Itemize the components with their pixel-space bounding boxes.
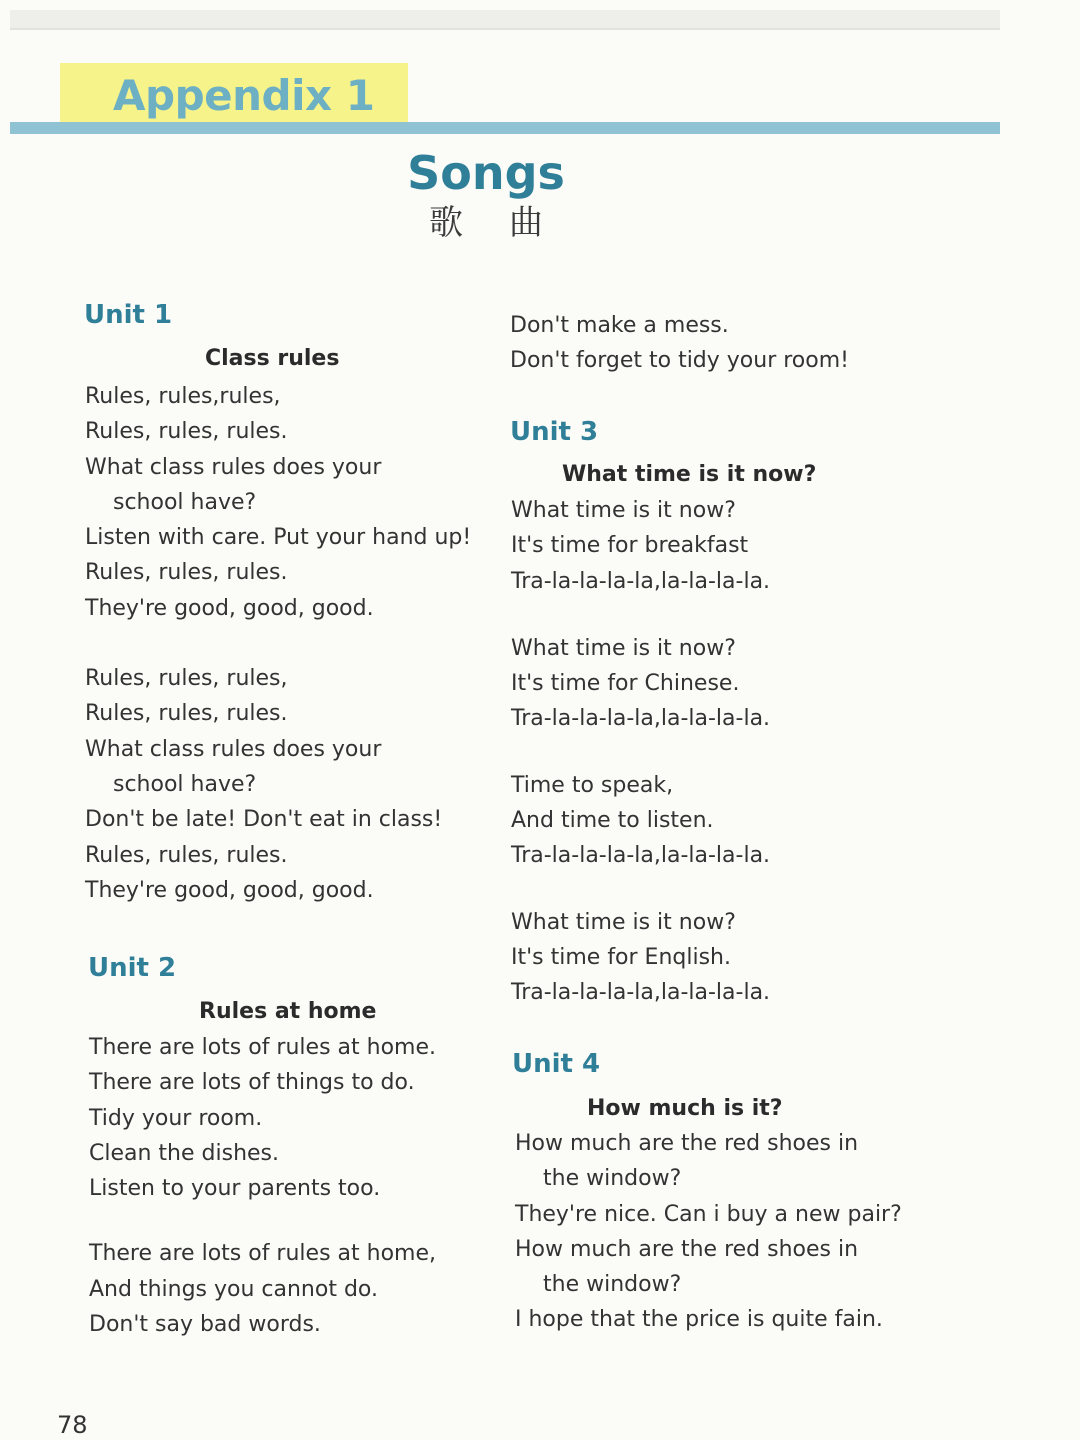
lyric-line: school have? — [113, 771, 257, 797]
lyric-line: What class rules does your — [85, 454, 382, 480]
lyric-line: There are lots of rules at home. — [89, 1035, 436, 1060]
unit4-heading: Unit 4 — [512, 1049, 601, 1079]
lyric-line: I hope that the price is quite fain. — [515, 1307, 883, 1333]
lyric-line: Clean the dishes. — [89, 1140, 279, 1166]
unit3-heading: Unit 3 — [510, 417, 599, 447]
unit4-song-title: How much is it? — [587, 1096, 783, 1121]
lyric-line: Time to speak, — [511, 772, 674, 798]
lyric-line: the window? — [543, 1272, 682, 1298]
unit3-song-title: What time is it now? — [562, 462, 817, 487]
lyric-line: How much are the red shoes in — [515, 1236, 859, 1262]
unit2-song-title: Rules at home — [199, 999, 377, 1024]
lyric-line: Rules, rules, rules. — [85, 419, 288, 445]
lyric-line: It's time for breakfast — [511, 533, 749, 559]
lyric-line: Don't make a mess. — [510, 313, 729, 338]
lyric-line: What class rules does your — [85, 736, 382, 762]
unit2-lyrics-continued — [510, 308, 849, 379]
lyric-line: Tra-la-la-la-la,la-la-la-la. — [511, 706, 771, 732]
lyric-line: They're good, good, good. — [85, 877, 374, 903]
lyric-line: Tra-la-la-la-la,la-la-la-la. — [511, 980, 771, 1006]
lyric-line: What time is it now? — [511, 498, 736, 523]
lyric-line: How much are the red shoes in — [515, 1131, 859, 1156]
appendix-title: Appendix 1 — [113, 71, 375, 120]
header-bar — [10, 122, 1000, 134]
lyric-line: It's time for Enqlish. — [511, 944, 731, 970]
lyric-line: Rules, rules, rules, — [85, 666, 288, 692]
lyric-line: Tra-la-la-la-la,la-la-la-la. — [511, 843, 771, 869]
lyric-line: Listen with care. Put your hand up! — [85, 525, 472, 551]
page-number: 78 — [57, 1411, 88, 1439]
lyric-line: the window? — [543, 1166, 682, 1192]
lyric-line: Don't say bad words. — [89, 1312, 321, 1338]
unit2-lyrics — [89, 1030, 436, 1342]
lyric-line: Don't forget to tidy your room! — [510, 348, 849, 374]
unit2-heading: Unit 2 — [88, 953, 177, 983]
lyric-line: And things you cannot do. — [89, 1276, 378, 1302]
lyric-line: Tra-la-la-la-la,la-la-la-la. — [511, 568, 771, 594]
lyric-line: What time is it now? — [511, 909, 736, 935]
page-title-chinese: 歌曲 — [429, 203, 589, 243]
lyric-line: Rules, rules, rules. — [85, 701, 288, 727]
lyric-line: Rules, rules,rules, — [85, 384, 281, 409]
unit1-lyrics — [85, 379, 471, 908]
unit3-lyrics — [511, 493, 770, 1011]
stanza-gap — [511, 599, 770, 631]
top-rule — [10, 10, 1000, 30]
lyric-line: There are lots of rules at home, — [89, 1241, 436, 1267]
stanza-gap — [511, 737, 770, 768]
stanza-gap — [89, 1206, 436, 1236]
lyric-line: Tidy your room. — [89, 1105, 263, 1131]
lyric-line: What time is it now? — [511, 635, 736, 661]
lyric-line: school have? — [113, 489, 257, 515]
stanza-gap — [85, 626, 471, 661]
lyric-line: Don't be late! Don't eat in class! — [85, 807, 443, 833]
lyric-line: It's time for Chinese. — [511, 671, 740, 697]
page-title: Songs — [407, 146, 565, 200]
unit1-heading: Unit 1 — [84, 300, 173, 330]
lyric-line: Rules, rules, rules. — [85, 842, 288, 868]
unit4-lyrics — [515, 1126, 902, 1338]
lyric-line: Listen to your parents too. — [89, 1176, 381, 1202]
unit1-song-title: Class rules — [205, 346, 340, 371]
lyric-line: Rules, rules, rules. — [85, 560, 288, 586]
stanza-gap — [511, 874, 770, 905]
lyric-line: They're nice. Can i buy a new pair? — [515, 1201, 902, 1227]
lyric-line: There are lots of things to do. — [89, 1070, 415, 1096]
lyric-line: And time to listen. — [511, 808, 714, 834]
lyric-line: They're good, good, good. — [85, 595, 374, 621]
